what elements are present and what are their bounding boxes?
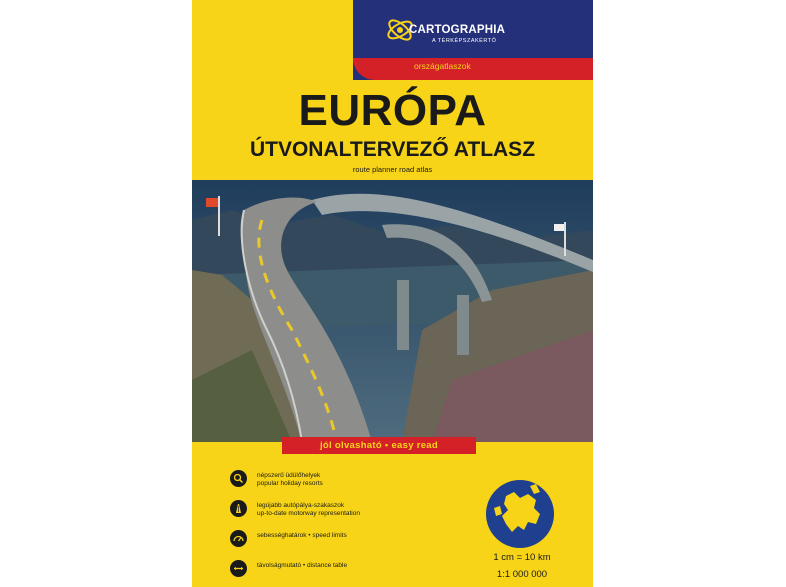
scale-ratio: 1 cm = 10 km <box>493 552 551 563</box>
series-label: országatlaszok <box>414 61 471 71</box>
feature-label: távolságmutató • distance table <box>257 562 348 569</box>
atlas-subtitle-english: route planner road atlas <box>352 165 433 174</box>
motorway-icon <box>230 500 247 517</box>
feature-label-en: popular holiday resorts <box>257 480 323 487</box>
atlas-subtitle: ÚTVONALTERVEZŐ ATLASZ <box>249 138 536 161</box>
feature-label-hu: legújabb autópálya-szakaszok <box>257 502 345 509</box>
speedometer-icon <box>230 530 247 547</box>
distance-icon <box>230 560 247 577</box>
publisher-name: CARTOGRAPHIA <box>409 24 506 36</box>
scale-value: 1:1 000 000 <box>496 569 548 580</box>
series-banner <box>353 58 593 80</box>
feature-label-en: up-to-date motorway representation <box>257 510 360 517</box>
easy-read-badge: jól olvasható • easy read <box>282 437 476 454</box>
feature-label: sebességhatárok • speed limits <box>257 532 347 539</box>
publisher-tagline: A TÉRKÉPSZAKÉRTŐ <box>432 38 497 44</box>
atlas-cover <box>192 0 593 587</box>
europe-globe-icon <box>484 478 556 550</box>
feature-label-hu: népszerű üdülőhelyek <box>257 472 321 479</box>
cover-photo-road-bridge <box>192 180 593 442</box>
atlas-title: EURÓPA <box>298 86 487 135</box>
magnifier-icon <box>230 470 247 487</box>
